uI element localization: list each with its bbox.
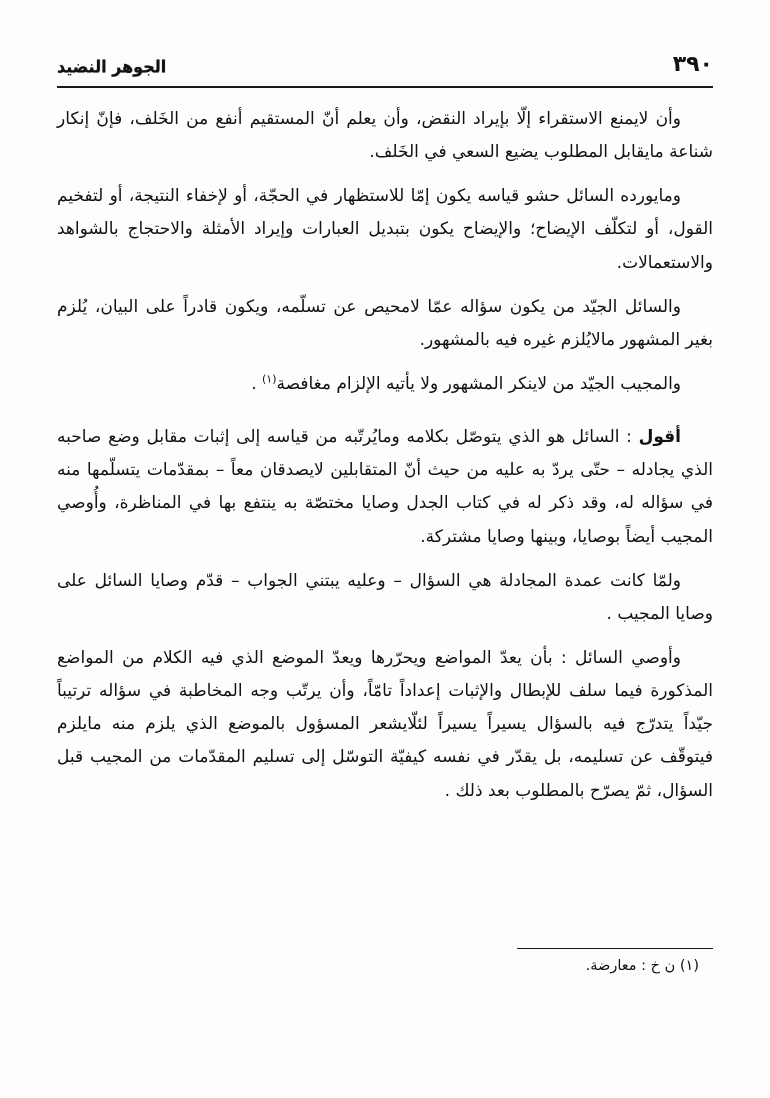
commentary-text: : السائل هو الذي يتوصّل بكلامه ومايُرتّبه من قياسه إلى إثبات مقابل وضع صاحبه الذي يجادله – حتّى يردّ به عليه من حيث أنّ المتقابلين لايصدقان معاً – بمقدّمات يتسلّمها منه في سؤاله له، وقد ذكر له في كتاب الجدل وصايا مختصّة به ينتفع بها في المناظرة، وأُوصي المجيب أيضاً بوصايا، وبينها وصايا مشتركة.	[57, 427, 713, 547]
paragraph: والسائل الجيّد من يكون سؤاله عمّا لامحيص عن تسلّمه، ويكون قادراً على البيان، يُلزم بغير المشهور مالايُلزم غيره فيه بالمشهور.	[57, 296, 713, 350]
paragraph-text: والمجيب الجيّد من لاينكر المشهور ولا يأتيه الإلزام مغافصة	[276, 373, 681, 394]
page-number: ٣٩٠	[672, 52, 713, 77]
footnote-divider	[517, 948, 713, 949]
paragraph-with-footnote	[57, 368, 713, 401]
page-body	[57, 103, 713, 808]
paragraph: وأن لايمنع الاستقراء إلّا بإيراد النقض، وأن يعلم أنّ المستقيم أنفع من الخَلف، فإنّ إنكار شناعة مايقابل المطلوب يضيع السعي في الخَلف.	[57, 109, 713, 163]
page-header	[57, 52, 713, 88]
paragraph-commentary	[57, 421, 713, 554]
paragraph: ولمّا كانت عمدة المجادلة هي السؤال – وعليه يبتني الجواب – قدّم وصايا السائل على وصايا المجيب .	[57, 570, 713, 624]
commentary-lead-word: أقول	[638, 427, 681, 448]
footnotes-section	[57, 948, 713, 974]
paragraph: وأوصي السائل : بأن يعدّ المواضع ويحرّرها ويعدّ الموضع الذي فيه الكلام من المواضع المذكورة فيما سلف للإبطال والإثبات إعداداً تامّاً، وأن يرتّب وجه المخاطبة في سؤاله ترتيباً جيّداً يتدرّج فيه بالسؤال يسيراً يسيراً لئلّايشعر المسؤول بالموضع الذي يلزم منه مايلزم فيتوقّف عن تسليمه، بل يقدّر في نفسه كيفيّة التوسّل إلى تسليم المقدّمات من المجيب قبل السؤال، ثمّ يصرّح بالمطلوب بعد ذلك .	[57, 647, 713, 801]
book-title-logo: الجوهر النضيد	[57, 56, 167, 77]
paragraph-tail: .	[251, 373, 262, 394]
paragraph: ومايورده السائل حشو قياسه يكون إمّا للاستظهار في الحجّة، أو لإخفاء النتيجة، أو لتفخيم القول، أو لتكلّف الإيضاح؛ والإيضاح يكون بتبديل العبارات وإيراد الأمثلة والاحتجاج بالشواهد والاستعمالات.	[57, 186, 713, 273]
footnote-text: (١) ن خ : معارضة.	[585, 958, 699, 974]
footnote-marker: (١)	[262, 372, 277, 386]
